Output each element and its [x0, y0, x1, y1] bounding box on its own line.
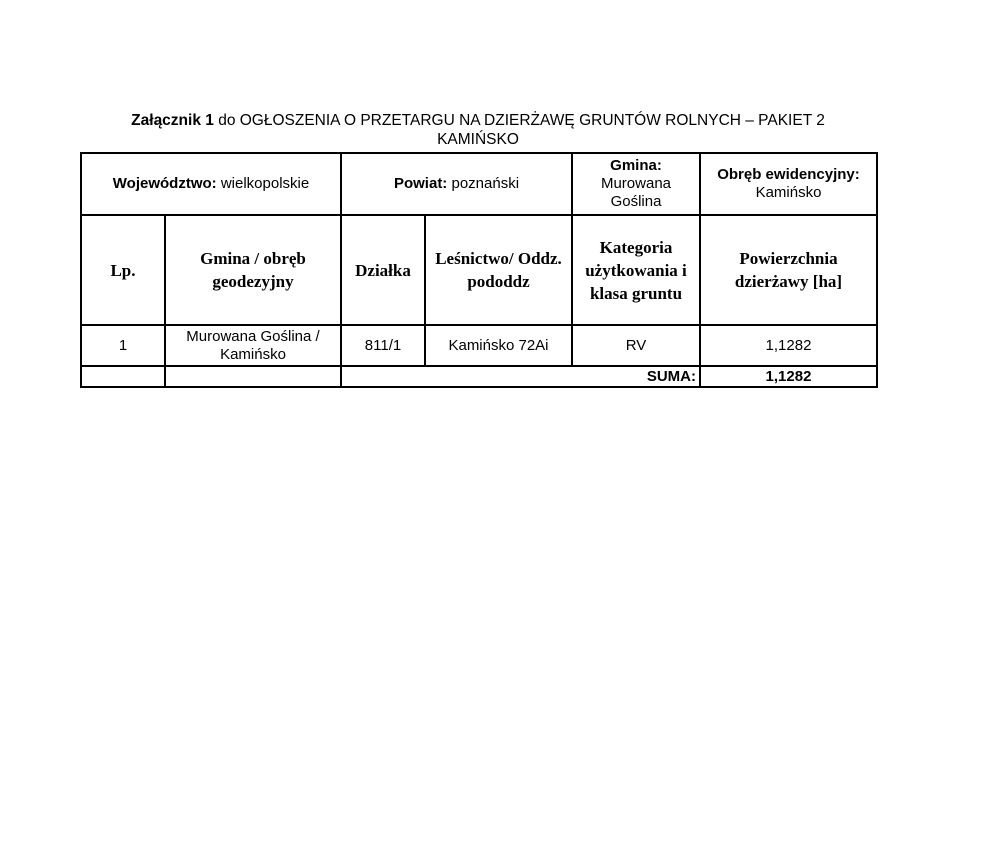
cell-kategoria: RV — [572, 325, 700, 366]
column-header-lp: Lp. — [81, 215, 165, 325]
summary-empty-gmina — [165, 366, 341, 387]
gmina-value: Murowana Goślina — [600, 175, 672, 210]
column-header-lesnictwo: Leśnictwo/ Oddz. pododdz — [425, 215, 572, 325]
summary-row — [81, 366, 877, 387]
cell-dzialka: 811/1 — [341, 325, 425, 366]
summary-label: SUMA: — [341, 366, 700, 387]
cell-gmina-obreb: Murowana Goślina / Kamińsko — [165, 325, 341, 366]
column-header-powierzchnia: Powierzchnia dzierżawy [ha] — [700, 215, 877, 325]
wojewodztwo-label: Województwo: — [112, 175, 217, 192]
parcel-table — [80, 152, 878, 388]
cell-lp: 1 — [81, 325, 165, 366]
summary-value: 1,1282 — [700, 366, 877, 387]
powiat-cell — [341, 153, 572, 215]
title-line-1 — [80, 111, 876, 130]
obreb-value: Kamińsko — [755, 184, 822, 201]
obreb-cell — [700, 153, 877, 215]
gmina-label: Gmina: — [610, 157, 662, 174]
obreb-label: Obręb ewidencyjny: — [717, 166, 860, 183]
title-attachment-label: Załącznik 1 — [131, 112, 214, 129]
title-text: do OGŁOSZENIA O PRZETARGU NA DZIERŻAWĘ GRUNTÓW ROLNYCH – PAKIET 2 — [213, 112, 825, 129]
cell-powierzchnia: 1,1282 — [700, 325, 877, 366]
wojewodztwo-value: wielkopolskie — [216, 175, 310, 192]
cell-lesnictwo: Kamińsko 72Ai — [425, 325, 572, 366]
info-row — [81, 153, 877, 215]
powiat-value: poznański — [447, 175, 520, 192]
column-header-kategoria: Kategoria użytkowania i klasa gruntu — [572, 215, 700, 325]
powiat-label: Powiat: — [393, 175, 448, 192]
column-header-dzialka: Działka — [341, 215, 425, 325]
column-header-gmina-obreb: Gmina / obręb geodezyjny — [165, 215, 341, 325]
gmina-cell — [572, 153, 700, 215]
column-header-row — [81, 215, 877, 325]
wojewodztwo-cell — [81, 153, 341, 215]
summary-empty-lp — [81, 366, 165, 387]
title-line-2: KAMIŃSKO — [437, 131, 519, 148]
document-title — [80, 111, 876, 149]
table-row — [81, 325, 877, 366]
